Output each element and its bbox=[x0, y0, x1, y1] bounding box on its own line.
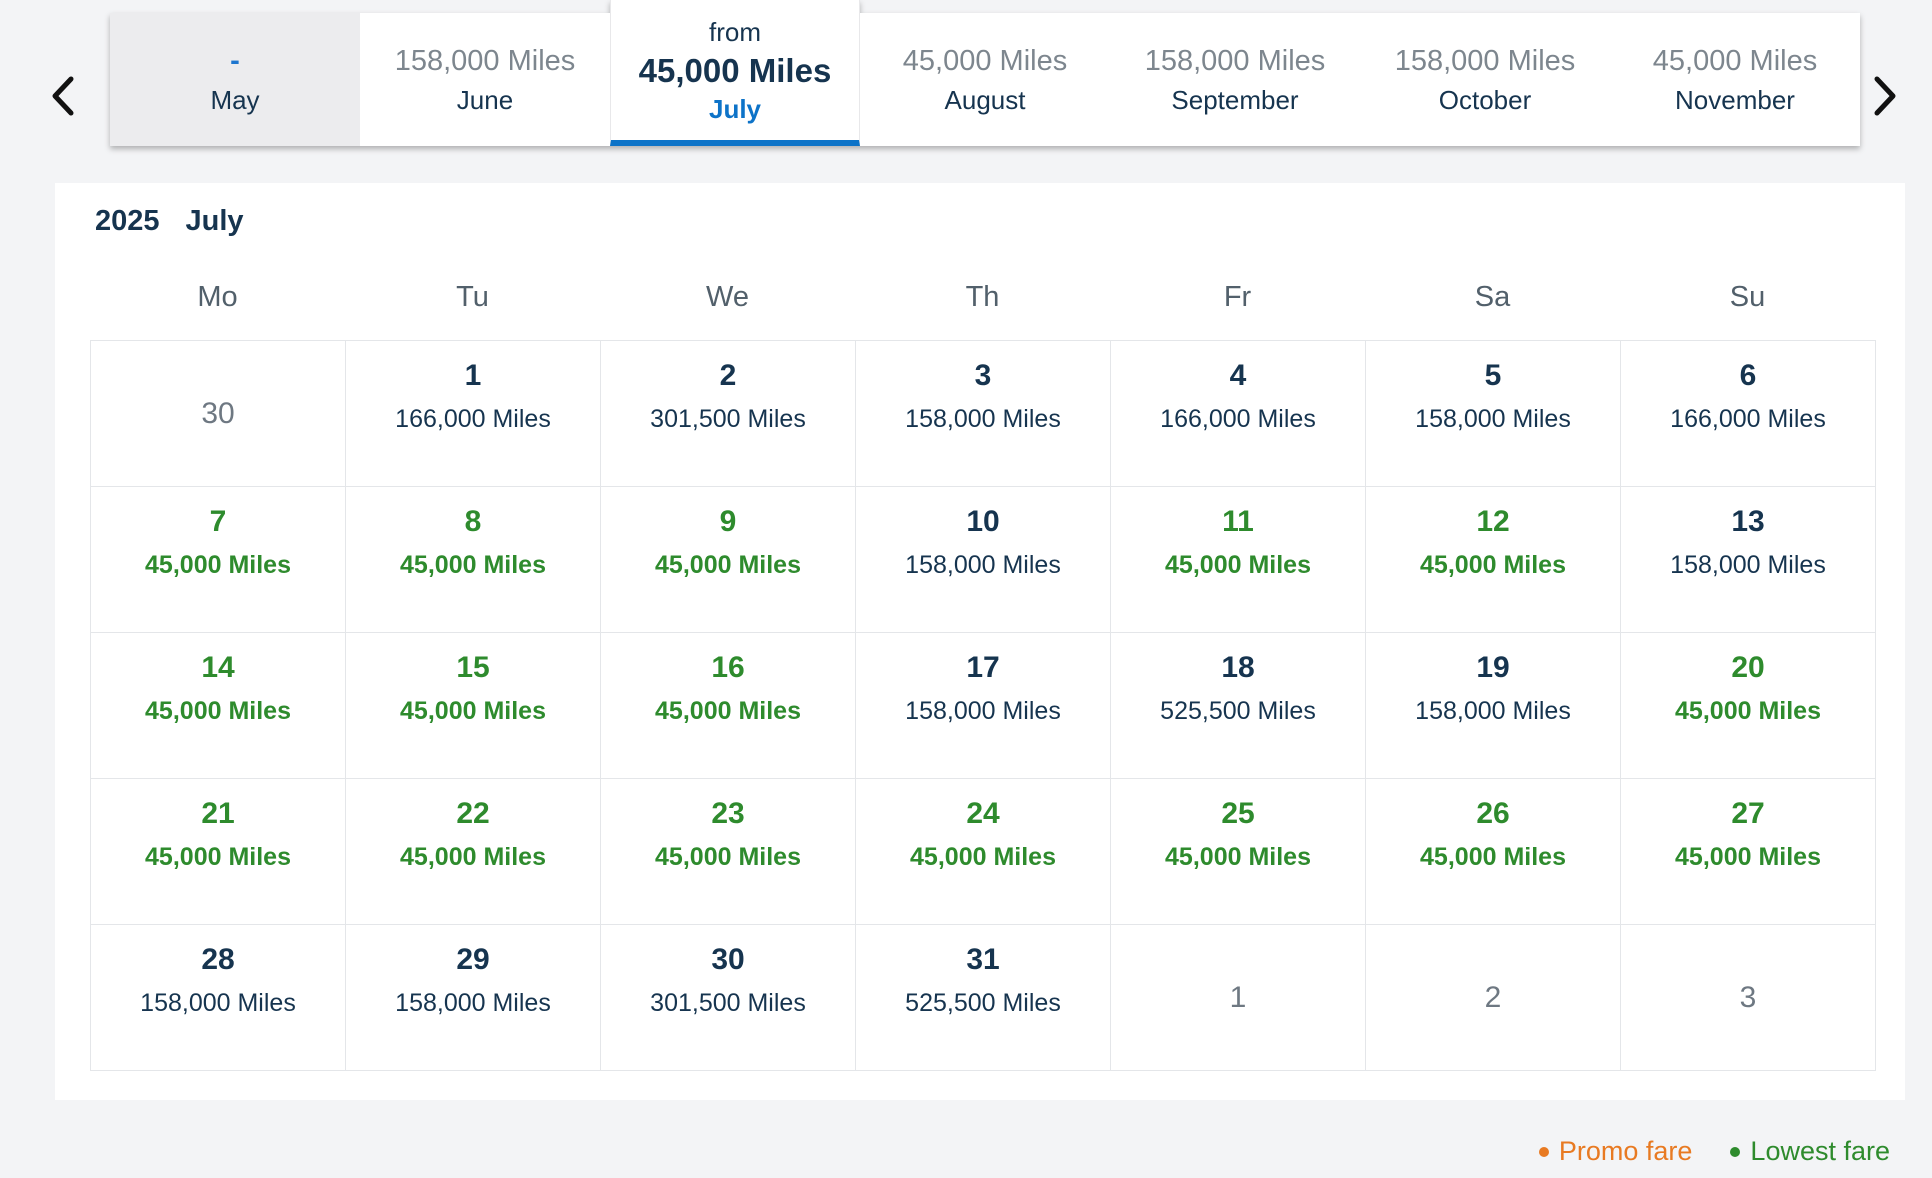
day-cell[interactable] bbox=[601, 925, 856, 1071]
day-cell[interactable] bbox=[601, 341, 856, 487]
chevron-right-icon bbox=[1872, 74, 1900, 118]
day-miles: 45,000 Miles bbox=[400, 551, 546, 579]
day-miles: 45,000 Miles bbox=[655, 843, 801, 871]
day-number: 27 bbox=[1731, 797, 1765, 830]
legend-lowest-label: Lowest fare bbox=[1750, 1136, 1890, 1166]
day-miles: 45,000 Miles bbox=[400, 697, 546, 725]
day-miles: 45,000 Miles bbox=[1675, 843, 1821, 871]
calendar-title bbox=[95, 205, 244, 238]
tab-august[interactable] bbox=[860, 13, 1110, 146]
lowest-fare-dot-icon bbox=[1730, 1147, 1740, 1157]
legend-promo-label: Promo fare bbox=[1558, 1136, 1693, 1166]
day-miles: 166,000 Miles bbox=[395, 405, 551, 433]
day-cell[interactable] bbox=[1621, 779, 1876, 925]
next-month-button[interactable] bbox=[1858, 68, 1914, 124]
day-miles: 45,000 Miles bbox=[1420, 843, 1566, 871]
day-cell[interactable] bbox=[1111, 487, 1366, 633]
day-number: 31 bbox=[966, 943, 1000, 976]
day-number: 30 bbox=[711, 943, 745, 976]
tab-month-label: May bbox=[210, 84, 260, 115]
day-cell[interactable] bbox=[1111, 633, 1366, 779]
day-miles: 158,000 Miles bbox=[395, 989, 551, 1017]
day-cell[interactable] bbox=[1366, 487, 1621, 633]
tab-october[interactable] bbox=[1360, 13, 1610, 146]
day-cell[interactable] bbox=[1621, 487, 1876, 633]
day-miles: 158,000 Miles bbox=[905, 551, 1061, 579]
calendar-grid bbox=[90, 340, 1876, 1071]
calendar-panel bbox=[55, 183, 1905, 1100]
prev-month-button[interactable] bbox=[34, 68, 90, 124]
day-miles: 158,000 Miles bbox=[905, 697, 1061, 725]
tab-price: 45,000 Miles bbox=[1652, 44, 1818, 77]
day-cell[interactable] bbox=[1621, 633, 1876, 779]
day-number: 3 bbox=[1739, 980, 1757, 1014]
day-cell[interactable] bbox=[856, 925, 1111, 1071]
day-cell[interactable] bbox=[91, 633, 346, 779]
day-cell[interactable] bbox=[91, 487, 346, 633]
tab-month-label: September bbox=[1171, 84, 1299, 115]
day-miles: 301,500 Miles bbox=[650, 989, 806, 1017]
day-miles: 45,000 Miles bbox=[145, 697, 291, 725]
day-number: 19 bbox=[1476, 651, 1510, 684]
day-number: 15 bbox=[456, 651, 490, 684]
day-miles: 158,000 Miles bbox=[1670, 551, 1826, 579]
day-cell bbox=[91, 341, 346, 487]
day-number: 12 bbox=[1476, 505, 1510, 538]
day-miles: 45,000 Miles bbox=[655, 551, 801, 579]
day-cell[interactable] bbox=[601, 633, 856, 779]
day-number: 2 bbox=[719, 359, 737, 392]
day-cell bbox=[1111, 925, 1366, 1071]
tab-month-label: November bbox=[1675, 84, 1795, 115]
day-number: 23 bbox=[711, 797, 745, 830]
legend-promo-fare bbox=[1539, 1136, 1693, 1167]
chevron-left-icon bbox=[48, 74, 76, 118]
day-miles: 166,000 Miles bbox=[1670, 405, 1826, 433]
promo-fare-dot-icon bbox=[1539, 1147, 1549, 1157]
weekday-label: Th bbox=[965, 281, 1000, 313]
day-number: 9 bbox=[719, 505, 737, 538]
day-cell[interactable] bbox=[346, 341, 601, 487]
tab-price: 158,000 Miles bbox=[1394, 44, 1576, 77]
day-miles: 525,500 Miles bbox=[1160, 697, 1316, 725]
day-number: 8 bbox=[464, 505, 482, 538]
day-number: 5 bbox=[1484, 359, 1502, 392]
tab-month-label: July bbox=[708, 93, 762, 124]
day-number: 29 bbox=[456, 943, 490, 976]
fare-legend bbox=[1539, 1136, 1890, 1167]
day-number: 24 bbox=[966, 797, 1000, 830]
day-number: 26 bbox=[1476, 797, 1510, 830]
day-miles: 45,000 Miles bbox=[145, 843, 291, 871]
day-number: 30 bbox=[201, 396, 235, 430]
day-miles: 45,000 Miles bbox=[1420, 551, 1566, 579]
day-number: 1 bbox=[1229, 980, 1247, 1014]
day-number: 11 bbox=[1222, 505, 1254, 538]
day-number: 14 bbox=[201, 651, 235, 684]
day-number: 6 bbox=[1739, 359, 1757, 392]
calendar-year: 2025 bbox=[95, 205, 160, 237]
day-miles: 45,000 Miles bbox=[1675, 697, 1821, 725]
day-number: 28 bbox=[201, 943, 235, 976]
tab-price: 158,000 Miles bbox=[394, 44, 576, 77]
day-cell[interactable] bbox=[856, 779, 1111, 925]
day-number: 2 bbox=[1484, 980, 1502, 1014]
day-number: 17 bbox=[966, 651, 1000, 684]
tab-november[interactable] bbox=[1610, 13, 1860, 146]
weekday-label: We bbox=[706, 281, 749, 313]
day-miles: 45,000 Miles bbox=[655, 697, 801, 725]
day-number: 16 bbox=[711, 651, 745, 684]
day-miles: 301,500 Miles bbox=[650, 405, 806, 433]
calendar-month: July bbox=[185, 205, 244, 237]
day-number: 10 bbox=[966, 505, 1000, 538]
day-number: 18 bbox=[1221, 651, 1255, 684]
day-cell[interactable] bbox=[91, 779, 346, 925]
tab-june[interactable] bbox=[360, 13, 610, 146]
weekday-label: Mo bbox=[197, 281, 238, 313]
tab-price: 45,000 Miles bbox=[902, 44, 1068, 77]
day-cell[interactable] bbox=[346, 925, 601, 1071]
weekday-label: Su bbox=[1729, 281, 1766, 313]
day-cell[interactable] bbox=[856, 341, 1111, 487]
tab-price: 158,000 Miles bbox=[1144, 44, 1326, 77]
tab-may[interactable] bbox=[110, 13, 360, 146]
day-miles: 158,000 Miles bbox=[1415, 405, 1571, 433]
day-miles: 158,000 Miles bbox=[1415, 697, 1571, 725]
day-cell[interactable] bbox=[601, 487, 856, 633]
day-number: 1 bbox=[464, 359, 482, 392]
day-miles: 45,000 Miles bbox=[1165, 843, 1311, 871]
day-miles: 166,000 Miles bbox=[1160, 405, 1316, 433]
day-cell bbox=[1366, 925, 1621, 1071]
month-strip bbox=[0, 0, 1932, 160]
day-number: 7 bbox=[209, 505, 227, 538]
day-cell[interactable] bbox=[1111, 341, 1366, 487]
day-number: 3 bbox=[974, 359, 992, 392]
day-cell[interactable] bbox=[1621, 341, 1876, 487]
tab-month-label: August bbox=[944, 84, 1026, 115]
day-cell[interactable] bbox=[1366, 779, 1621, 925]
day-miles: 158,000 Miles bbox=[905, 405, 1061, 433]
day-number: 21 bbox=[201, 797, 235, 830]
day-miles: 45,000 Miles bbox=[400, 843, 546, 871]
weekday-label: Tu bbox=[456, 281, 489, 313]
tab-price: - bbox=[230, 44, 240, 77]
day-miles: 45,000 Miles bbox=[910, 843, 1056, 871]
tab-price: 45,000 Miles bbox=[638, 51, 832, 89]
day-cell[interactable] bbox=[1366, 633, 1621, 779]
day-cell[interactable] bbox=[1111, 779, 1366, 925]
day-cell[interactable] bbox=[346, 487, 601, 633]
day-number: 25 bbox=[1221, 797, 1255, 830]
day-cell[interactable] bbox=[346, 633, 601, 779]
day-number: 20 bbox=[1731, 651, 1765, 684]
tab-month-label: June bbox=[456, 84, 514, 115]
day-miles: 158,000 Miles bbox=[140, 989, 296, 1017]
weekday-label: Sa bbox=[1474, 281, 1511, 313]
tab-month-label: October bbox=[1438, 84, 1532, 115]
day-miles: 525,500 Miles bbox=[905, 989, 1061, 1017]
day-miles: 45,000 Miles bbox=[145, 551, 291, 579]
day-cell[interactable] bbox=[346, 779, 601, 925]
weekday-label: Fr bbox=[1223, 281, 1252, 313]
day-cell[interactable] bbox=[1366, 341, 1621, 487]
tab-from-label: from bbox=[709, 16, 761, 47]
month-tabs bbox=[110, 0, 1860, 146]
tab-september[interactable] bbox=[1110, 13, 1360, 146]
day-number: 13 bbox=[1731, 505, 1765, 538]
day-cell[interactable] bbox=[856, 633, 1111, 779]
legend-lowest-fare bbox=[1730, 1136, 1890, 1167]
day-number: 22 bbox=[456, 797, 490, 830]
day-cell[interactable] bbox=[856, 487, 1111, 633]
tab-july-selected[interactable] bbox=[610, 0, 860, 146]
day-cell[interactable] bbox=[91, 925, 346, 1071]
day-miles: 45,000 Miles bbox=[1165, 551, 1311, 579]
weekday-header-row bbox=[90, 281, 1875, 314]
day-cell[interactable] bbox=[601, 779, 856, 925]
day-number: 4 bbox=[1229, 359, 1247, 392]
day-cell bbox=[1621, 925, 1876, 1071]
